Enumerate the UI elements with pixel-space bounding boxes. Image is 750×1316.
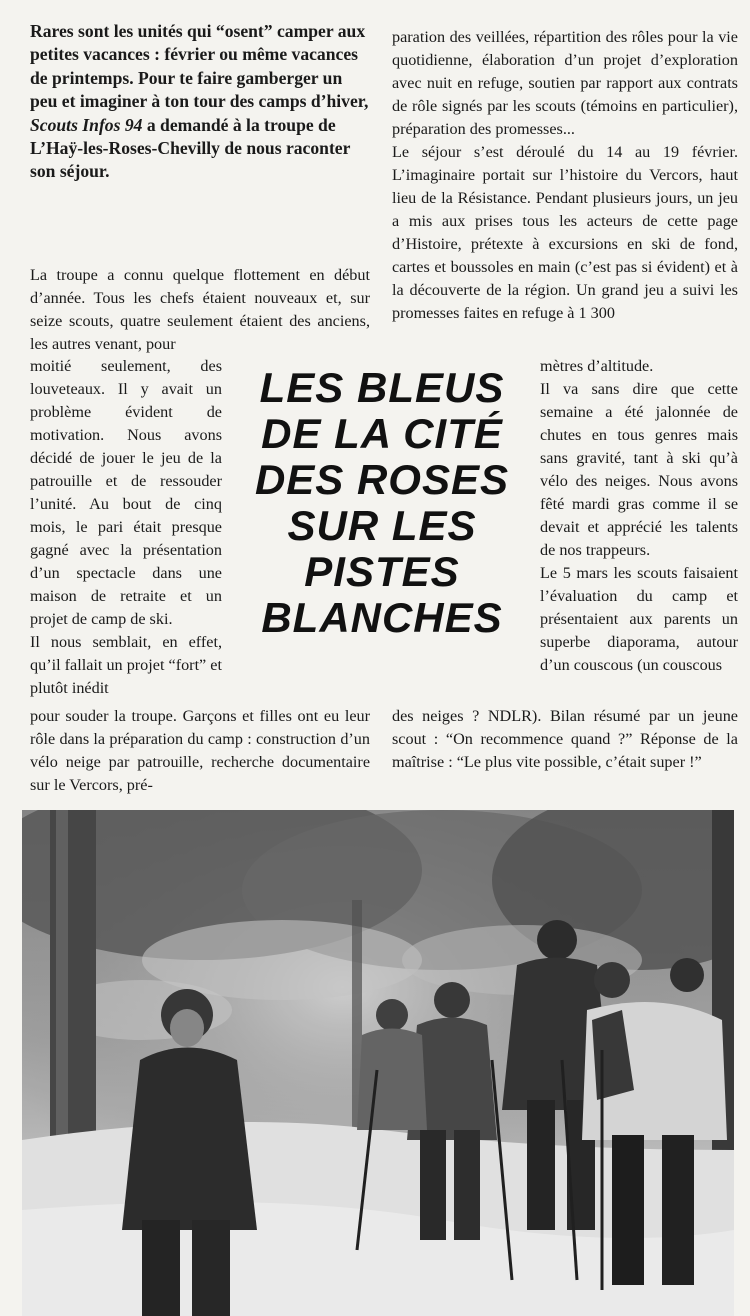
headline-line-3: DES ROSES (254, 456, 510, 503)
headline-line-5: PISTES (304, 548, 460, 595)
article-photo (22, 810, 734, 1316)
article-headline (232, 365, 532, 641)
right-paragraph-4-continued: des neiges ? NDLR). Bilan résumé par un jeune scout : “On recommence quand ?” Réponse de la maîtrise : “Le plus vite possible, c’était super !” (392, 707, 738, 771)
lead-text-2: a demandé à la troupe de L’Haÿ-les-Roses-Chevilly de nous raconter son séjour. (30, 114, 351, 182)
right-column-narrow (540, 355, 738, 677)
snow-forest-photo (22, 810, 734, 1316)
left-paragraph-1-continued: moitié seulement, des louveteaux. Il y avait un problème évident de motivation. Nous avons décidé de jouer le jeu de la patrouille et de ressouder l’unité. Au bout de cinq mois, le pari était presque gagné avec la présentation d’un spectacle dans une maison de retraite et un projet de camp de ski. (30, 357, 222, 628)
right-column-top (392, 26, 738, 325)
left-column-top (30, 264, 370, 356)
right-paragraph-4: Le 5 mars les scouts faisaient l’évaluation du camp et présentaient aux parents un superbe diaporama, autour d’un couscous (un couscous (540, 564, 738, 674)
left-paragraph-1: La troupe a connu quelque flottement en début d’année. Tous les chefs étaient nouveaux et, sur seize scouts, quatre seulement étaient des anciens, les autres venant, pour (30, 266, 370, 353)
right-paragraph-3: Il va sans dire que cette semaine a été jalonnée de chutes en tous genres mais sans gravité, tant à ski qu’à vélo des neiges. Nous avons fêté mardi gras comme il se devait et apprécié les talents de nos trappeurs. (540, 380, 738, 559)
right-paragraph-2-continued: mètres d’altitude. (540, 357, 654, 375)
right-column-bottom (392, 705, 738, 774)
headline-line-2: DE LA CITÉ (261, 410, 503, 457)
right-paragraph-1: paration des veillées, répartition des rôles pour la vie quotidienne, élaboration d’un projet d’exploration avec nuit en refuge, soutien par rapport aux contrats de rôle signés par les scouts (témoins en particulier), préparation des promesses... (392, 28, 738, 138)
publication-name: Scouts Infos 94 (30, 114, 143, 135)
left-column-bottom (30, 705, 370, 797)
lead-text-1: Rares sont les unités qui “osent” camper aux petites vacances : février ou même vacances de printemps. Pour te faire gamberger un peu et imaginer à ton tour des camps d’hiver, (30, 21, 369, 112)
left-paragraph-2: Il nous semblait, en effet, qu’il fallait un projet “fort” et plutôt inédit (30, 633, 222, 697)
headline-line-4: SUR LES (287, 502, 477, 549)
right-paragraph-2: Le séjour s’est déroulé du 14 au 19 février. L’imaginaire portait sur l’histoire du Vercors, haut lieu de la Résistance. Pendant plusieurs jours, un jeu a mis aux prises tous les acteurs de cette page d’Histoire, prétexte à excursions en ski de fond, cartes et boussoles en main (c’est pas si évident) et à la découverte de la région. Un grand jeu a suivi les promesses faites en refuge à 1 300 (392, 143, 738, 322)
headline-line-6: BLANCHES (261, 594, 503, 641)
left-paragraph-2-continued: pour souder la troupe. Garçons et filles ont eu leur rôle dans la préparation du camp : construction d’un vélo neige par patrouille, recherche documentaire sur le Vercors, pré- (30, 707, 370, 794)
headline-line-1: LES BLEUS (259, 364, 505, 411)
article-lead (30, 20, 372, 184)
left-column-narrow (30, 355, 222, 700)
